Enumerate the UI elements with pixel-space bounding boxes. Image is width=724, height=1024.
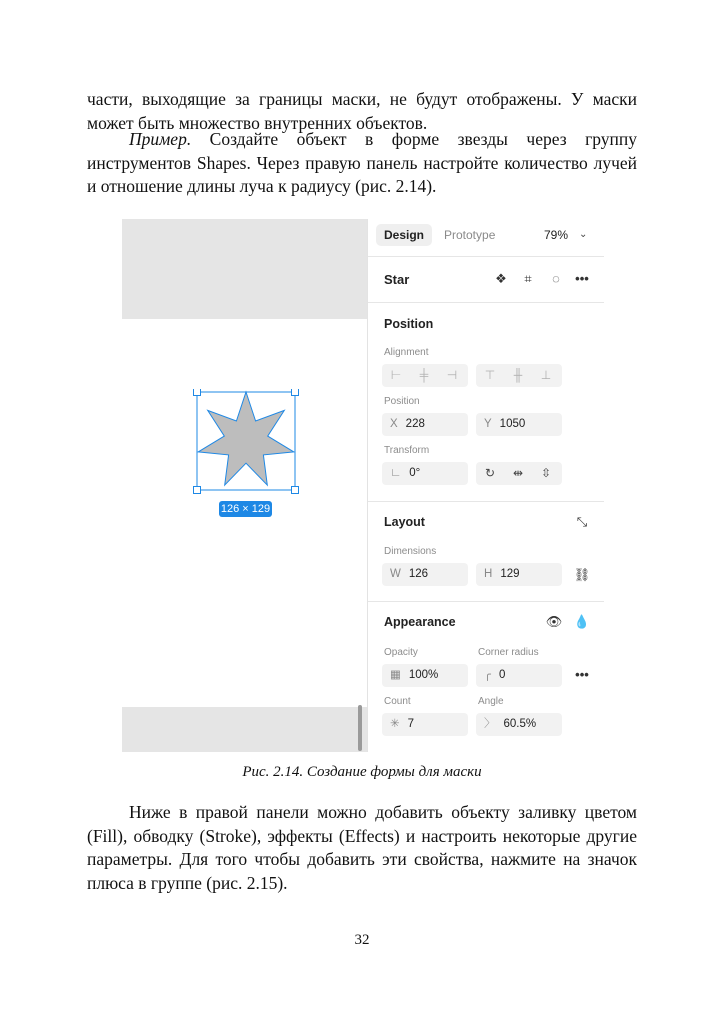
angle-value: 60.5%	[503, 718, 537, 730]
flip-horizontal-icon[interactable]: ⇹	[512, 466, 524, 480]
angle-icon: 〉	[484, 718, 496, 730]
canvas-gray-top	[122, 219, 367, 319]
divider	[368, 601, 604, 602]
design-panel	[367, 219, 604, 752]
transform-button-group	[476, 462, 562, 485]
divider	[368, 256, 604, 257]
x-prefix: X	[390, 418, 398, 430]
corner-value: 0	[498, 669, 506, 681]
canvas-area[interactable]	[122, 219, 367, 752]
rotate-icon[interactable]: ↻	[484, 466, 496, 480]
canvas-gray-bottom	[122, 707, 367, 752]
figure-caption: Рис. 2.14. Создание формы для маски	[242, 764, 482, 780]
height-field[interactable]	[476, 563, 562, 586]
horizontal-align-group	[382, 364, 468, 387]
position-label: Position	[384, 396, 420, 407]
h-value: 129	[500, 568, 520, 580]
count-field[interactable]	[382, 713, 468, 736]
x-value: 228	[405, 418, 425, 430]
vertical-align-group	[476, 364, 562, 387]
figure-2-14	[122, 219, 603, 752]
star-shape[interactable]	[198, 392, 294, 485]
angle-label: Angle	[478, 696, 504, 707]
mask-icon[interactable]: ◌	[552, 271, 560, 286]
align-center-h-icon[interactable]: ╪	[419, 368, 429, 382]
opacity-value: 100%	[408, 669, 439, 681]
example-text: Создайте объект в форме звезды через группу инструментов Shapes. Через правую панель настройте количество лучей и отношение длины луча к радиусу (рис. 2.14).	[87, 129, 637, 196]
paragraph-mask-bounds: части, выходящие за границы маски, не будут отображены. У маски может быть множество внутренних объектов.	[87, 89, 637, 133]
dimension-badge: 126 × 129	[220, 503, 271, 515]
count-value: 7	[407, 718, 415, 730]
x-field[interactable]	[382, 413, 468, 436]
more-options-icon[interactable]: •••	[575, 271, 589, 286]
chevron-down-icon[interactable]: ⌄	[579, 229, 588, 240]
angle-field[interactable]	[476, 713, 562, 736]
tab-design[interactable]: Design	[376, 224, 432, 246]
canvas-scrollbar[interactable]	[358, 705, 362, 751]
drop-icon[interactable]: 💧	[573, 614, 591, 629]
section-appearance-title: Appearance	[384, 615, 456, 629]
panel-tabs	[368, 219, 604, 253]
count-label: Count	[384, 696, 411, 707]
rotation-value: 0°	[409, 467, 421, 479]
section-position-title: Position	[384, 317, 434, 331]
w-value: 126	[408, 568, 429, 580]
constrain-proportions-icon[interactable]: ⛓	[573, 567, 591, 582]
corner-radius-field[interactable]	[476, 664, 562, 687]
more-options-icon[interactable]: •••	[575, 667, 589, 682]
star-shape-selection[interactable]	[192, 389, 302, 499]
corner-radius-label: Corner radius	[478, 647, 539, 658]
divider	[368, 501, 604, 502]
page-number: 32	[354, 932, 370, 948]
width-field[interactable]	[382, 563, 468, 586]
paragraph-example	[87, 128, 637, 199]
h-prefix: H	[484, 568, 493, 580]
opacity-icon: ▦	[390, 669, 401, 681]
opacity-field[interactable]	[382, 664, 468, 687]
align-top-icon[interactable]: ⊤	[484, 368, 496, 382]
zoom-level[interactable]: 79%	[544, 228, 569, 242]
align-left-icon[interactable]: ⊢	[390, 368, 402, 382]
component-icon[interactable]: ❖	[495, 271, 507, 286]
frame-selection-icon[interactable]: ⌗	[524, 271, 532, 286]
flip-vertical-icon[interactable]: ⇳	[540, 466, 552, 480]
example-label: Пример.	[129, 129, 192, 149]
resize-handle-top-left[interactable]	[194, 389, 201, 396]
paragraph-fill-stroke: Ниже в правой панели можно добавить объекту заливку цветом (Fill), обводку (Stroke), эффекты (Effects) и настроить некоторые другие параметры. Для того чтобы добавить эти свойства, нажмите на значок плюса в группе (рис. 2.15).	[87, 802, 637, 893]
rotation-field[interactable]	[382, 462, 468, 485]
resize-handle-bottom-left[interactable]	[194, 487, 201, 494]
collapse-icon[interactable]: ⤡	[576, 514, 588, 529]
alignment-label: Alignment	[384, 347, 429, 358]
eye-icon[interactable]: 👁	[545, 614, 563, 629]
opacity-label: Opacity	[384, 647, 418, 658]
resize-handle-top-right[interactable]	[292, 389, 299, 396]
y-value: 1050	[499, 418, 526, 430]
y-field[interactable]	[476, 413, 562, 436]
rotation-icon: ∟	[390, 467, 402, 479]
divider	[368, 302, 604, 303]
align-center-v-icon[interactable]: ╫	[513, 368, 523, 382]
corner-radius-icon: ╭	[484, 669, 491, 681]
w-prefix: W	[390, 568, 401, 580]
section-layout-title: Layout	[384, 515, 425, 529]
transform-label: Transform	[384, 445, 430, 456]
y-prefix: Y	[484, 418, 492, 430]
dimensions-label: Dimensions	[384, 546, 437, 557]
tab-prototype[interactable]: Prototype	[444, 228, 496, 242]
star-count-icon: ✳	[390, 718, 400, 730]
align-right-icon[interactable]: ⊣	[446, 368, 458, 382]
layer-name: Star	[384, 272, 410, 287]
align-bottom-icon[interactable]: ⊥	[540, 368, 552, 382]
resize-handle-bottom-right[interactable]	[292, 487, 299, 494]
